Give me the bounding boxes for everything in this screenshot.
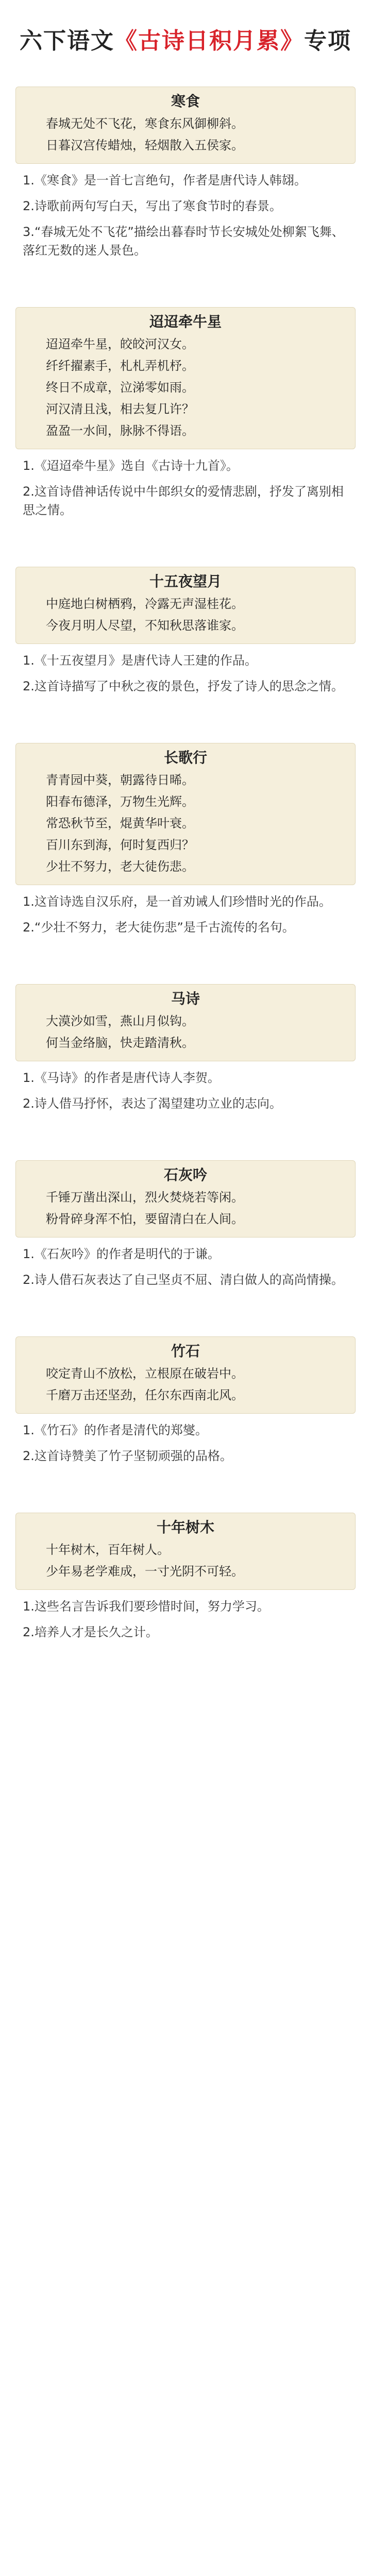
section-title: 十年树木 <box>156 1519 214 1536</box>
note-paragraph: 2.诗人借马抒怀，表达了渴望建功立业的志向。 <box>23 1096 282 1111</box>
poem-line: 青青园中葵，朝露待日晞。 <box>46 773 194 787</box>
poem-line: 何当金络脑，快走踏清秋。 <box>46 1036 194 1050</box>
page-title <box>0 0 371 77</box>
note-paragraph: 2.培养人才是长久之计。 <box>23 1625 158 1639</box>
content <box>0 87 371 1680</box>
section-gap <box>0 1472 371 1503</box>
section-gap <box>0 944 371 975</box>
poem-line: 河汉清且浅，相去复几许？ <box>46 402 194 416</box>
section-heading-6 <box>15 1336 356 1414</box>
poem-line: 盈盈一水间，脉脉不得语。 <box>46 423 194 438</box>
note-paragraph: 1.这些名言告诉我们要珍惜时间，努力学习。 <box>23 1599 269 1614</box>
section-heading-3 <box>15 743 356 885</box>
poem-line: 日暮汉宫传蜡烛，轻烟散入五侯家。 <box>46 138 244 152</box>
poem-line: 中庭地白树栖鸦，冷露无声湿桂花。 <box>46 597 244 611</box>
poem-line: 少年易老学难成，一寸光阴不可轻。 <box>46 1564 244 1579</box>
section-heading-1 <box>15 307 356 449</box>
note-paragraph: 2.诗歌前两句写白天，写出了寒食节时的春景。 <box>23 199 282 213</box>
poem-line: 春城无处不飞花，寒食东风御柳斜。 <box>46 116 244 131</box>
poem-line: 十年树木，百年树人。 <box>46 1543 170 1557</box>
section-title: 竹石 <box>171 1343 200 1360</box>
section-title: 十五夜望月 <box>149 573 222 590</box>
note-paragraph: 2.诗人借石灰表达了自己坚贞不屈、清白做人的高尚情操。 <box>23 1273 344 1287</box>
note-paragraph: 1.《竹石》的作者是清代的郑燮。 <box>23 1423 208 1437</box>
section-gap <box>0 527 371 557</box>
poem-line: 千锤万凿出深山，烈火焚烧若等闲。 <box>46 1190 244 1205</box>
section-gap <box>0 1120 371 1151</box>
note-paragraph: 1.《石灰吟》的作者是明代的于谦。 <box>23 1247 220 1261</box>
section-title: 寒食 <box>171 93 200 110</box>
note-paragraph: 2.这首诗借神话传说中牛郎织女的爱情悲剧，抒发了离别相思之情。 <box>23 484 344 517</box>
note-paragraph: 1.《马诗》的作者是唐代诗人李贺。 <box>23 1071 220 1085</box>
note-paragraph: 2.这首诗描写了中秋之夜的景色，抒发了诗人的思念之情。 <box>23 679 344 693</box>
section-heading-4 <box>15 984 356 1061</box>
section-title: 石灰吟 <box>163 1166 207 1183</box>
section-heading-7 <box>15 1513 356 1590</box>
poem-line: 常恐秋节至，焜黄华叶衰。 <box>46 816 194 831</box>
poem-line: 今夜月明人尽望，不知秋思落谁家。 <box>46 618 244 633</box>
poem-line: 终日不成章，泣涕零如雨。 <box>46 380 194 395</box>
note-paragraph: 3.“春城无处不飞花”描绘出暮春时节长安城处处柳絮飞舞、落红无数的迷人景色。 <box>23 225 344 258</box>
poem-line: 大漠沙如雪，燕山月似钩。 <box>46 1014 194 1028</box>
note-paragraph: 1.这首诗选自汉乐府，是一首劝诫人们珍惜时光的作品。 <box>23 894 331 909</box>
section-gap <box>0 703 371 734</box>
section-heading-5 <box>15 1160 356 1238</box>
poem-line: 少壮不努力，老大徒伤悲。 <box>46 859 194 874</box>
section-title: 迢迢牵牛星 <box>149 313 222 330</box>
section-heading-0 <box>15 87 356 164</box>
section-title: 马诗 <box>171 990 200 1007</box>
section-title: 长歌行 <box>163 749 207 766</box>
note-paragraph: 2.这首诗赞美了竹子坚韧顽强的品格。 <box>23 1449 232 1463</box>
section-gap <box>0 1649 371 1680</box>
poem-line: 千磨万击还坚劲，任尔东西南北风。 <box>46 1388 244 1402</box>
section-heading-2 <box>15 567 356 644</box>
poem-line: 粉骨碎身浑不怕，要留清白在人间。 <box>46 1212 244 1226</box>
poem-line: 迢迢牵牛星，皎皎河汉女。 <box>46 337 194 351</box>
title-prefix: 六下语文 <box>20 28 114 54</box>
poem-line: 纤纤擢素手，札札弄机杼。 <box>46 359 194 373</box>
section-gap <box>0 267 371 298</box>
section-gap <box>0 1296 371 1327</box>
note-paragraph: 2.“少壮不努力，老大徒伤悲”是千古流传的名句。 <box>23 920 295 935</box>
title-highlight: 《古诗日积月累》 <box>114 28 304 54</box>
poem-line: 阳春布德泽，万物生光辉。 <box>46 794 194 809</box>
note-paragraph: 1.《迢迢牵牛星》选自《古诗十九首》。 <box>23 459 239 473</box>
note-paragraph: 1.《十五夜望月》是唐代诗人王建的作品。 <box>23 653 257 668</box>
note-paragraph: 1.《寒食》是一首七言绝句，作者是唐代诗人韩翃。 <box>23 173 307 188</box>
poem-line: 咬定青山不放松，立根原在破岩中。 <box>46 1366 244 1381</box>
title-suffix: 专项 <box>304 28 351 54</box>
poem-line: 百川东到海，何时复西归？ <box>46 838 194 852</box>
